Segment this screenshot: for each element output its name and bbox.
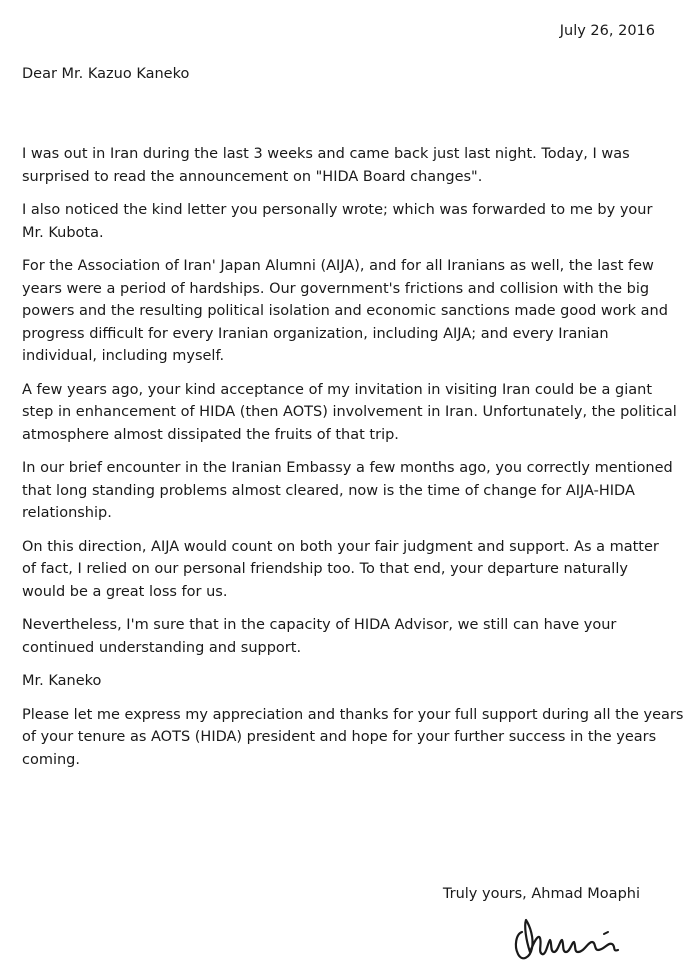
paragraph-appreciation: Please let me express my appreciation and thanks for your full support during all the years of your tenure as AOTS (HIDA) president and hope for your further success in the years coming. — [22, 706, 684, 768]
paragraph-hida-advisor: Nevertheless, I'm sure that in the capacity of HIDA Advisor, we still can have your continued understanding and support. — [22, 617, 617, 656]
paragraph-address: Mr. Kaneko — [22, 673, 102, 689]
paragraph-embassy-encounter: In our brief encounter in the Iranian Embassy a few months ago, you correctly mentioned that long standing problems almost cleared, now is the time of change for AIJA-HIDA relationship. — [22, 460, 673, 521]
paragraph-support: On this direction, AIJA would count on both your fair judgment and support. As a matter of fact, I relied on our personal friendship too. To that end, your departure naturally would be a great loss for us. — [22, 538, 659, 600]
paragraph-kind-letter: I also noticed the kind letter you personally wrote; which was forwarded to me by your Mr. Kubota. — [22, 202, 653, 241]
paragraph-return-from-iran: I was out in Iran during the last 3 weeks and came back just last night. Today, I was surprised to read the announcement on "HIDA Board changes". — [22, 146, 630, 185]
salutation: Dear Mr. Kazuo Kaneko — [22, 66, 190, 82]
letter-body — [22, 143, 690, 782]
letter-date: July 26, 2016 — [559, 23, 655, 39]
handwritten-signature — [508, 912, 628, 967]
closing-line: Truly yours, Ahmad Moaphi — [442, 886, 640, 902]
paragraph-hardships: For the Association of Iran' Japan Alumni (AIJA), and for all Iranians as well, the last few years were a period of hardships. Our government's frictions and collision with the big powers and the resulting political isolation and economic sanctions made good work and progress difficult for every Iranian organization, including AIJA; and every Iranian individual, including myself. — [22, 258, 668, 364]
paragraph-visit-iran: A few years ago, your kind acceptance of my invitation in visiting Iran could be a giant step in enhancement of HIDA (then AOTS) involvement in Iran. Unfortunately, the political atmosphere almost dissipated the fruits of that trip. — [22, 381, 677, 443]
